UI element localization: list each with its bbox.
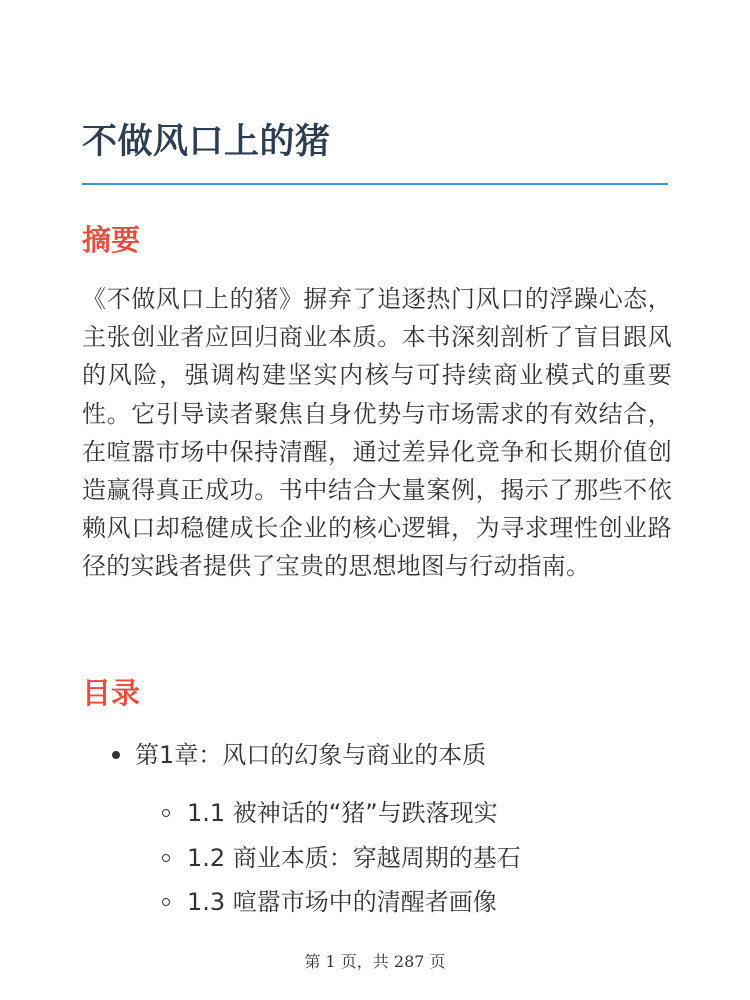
title-divider	[82, 183, 668, 185]
bullet-circle-icon	[162, 898, 170, 906]
bullet-circle-icon	[162, 854, 170, 862]
page-title: 不做风口上的猪	[82, 122, 331, 162]
toc-heading: 目录	[82, 676, 141, 710]
toc-section-label: 1.1 被神话的“猪”与跌落现实	[187, 799, 498, 827]
bullet-disc-icon	[112, 751, 120, 759]
toc-section-item	[162, 884, 497, 920]
toc-chapter-item	[112, 737, 486, 773]
toc-section-item	[162, 840, 521, 876]
toc-chapter-label: 第1章：风口的幻象与商业的本质	[135, 741, 487, 769]
page-footer: 第 1 页，共 287 页	[304, 952, 446, 971]
abstract-paragraph: 《不做风口上的猪》摒弃了追逐热门风口的浮躁心态，主张创业者应回归商业本质。本书深刻剖析了盲目跟风的风险，强调构建坚实内核与可持续商业模式的重要性。它引导读者聚焦自身优势与市场需求的有效结合，在喧嚣市场中保持清醒，通过差异化竞争和长期价值创造赢得真正成功。书中结合大量案例，揭示了那些不依赖风口却稳健成长企业的核心逻辑，为寻求理性创业路径的实践者提供了宝贵的思想地图与行动指南。	[82, 285, 672, 581]
abstract-heading: 摘要	[82, 223, 141, 257]
toc-section-label: 1.3 喧嚣市场中的清醒者画像	[187, 888, 497, 916]
toc-section-item	[162, 795, 498, 831]
bullet-circle-icon	[162, 809, 170, 817]
toc-section-label: 1.2 商业本质：穿越周期的基石	[187, 844, 521, 872]
